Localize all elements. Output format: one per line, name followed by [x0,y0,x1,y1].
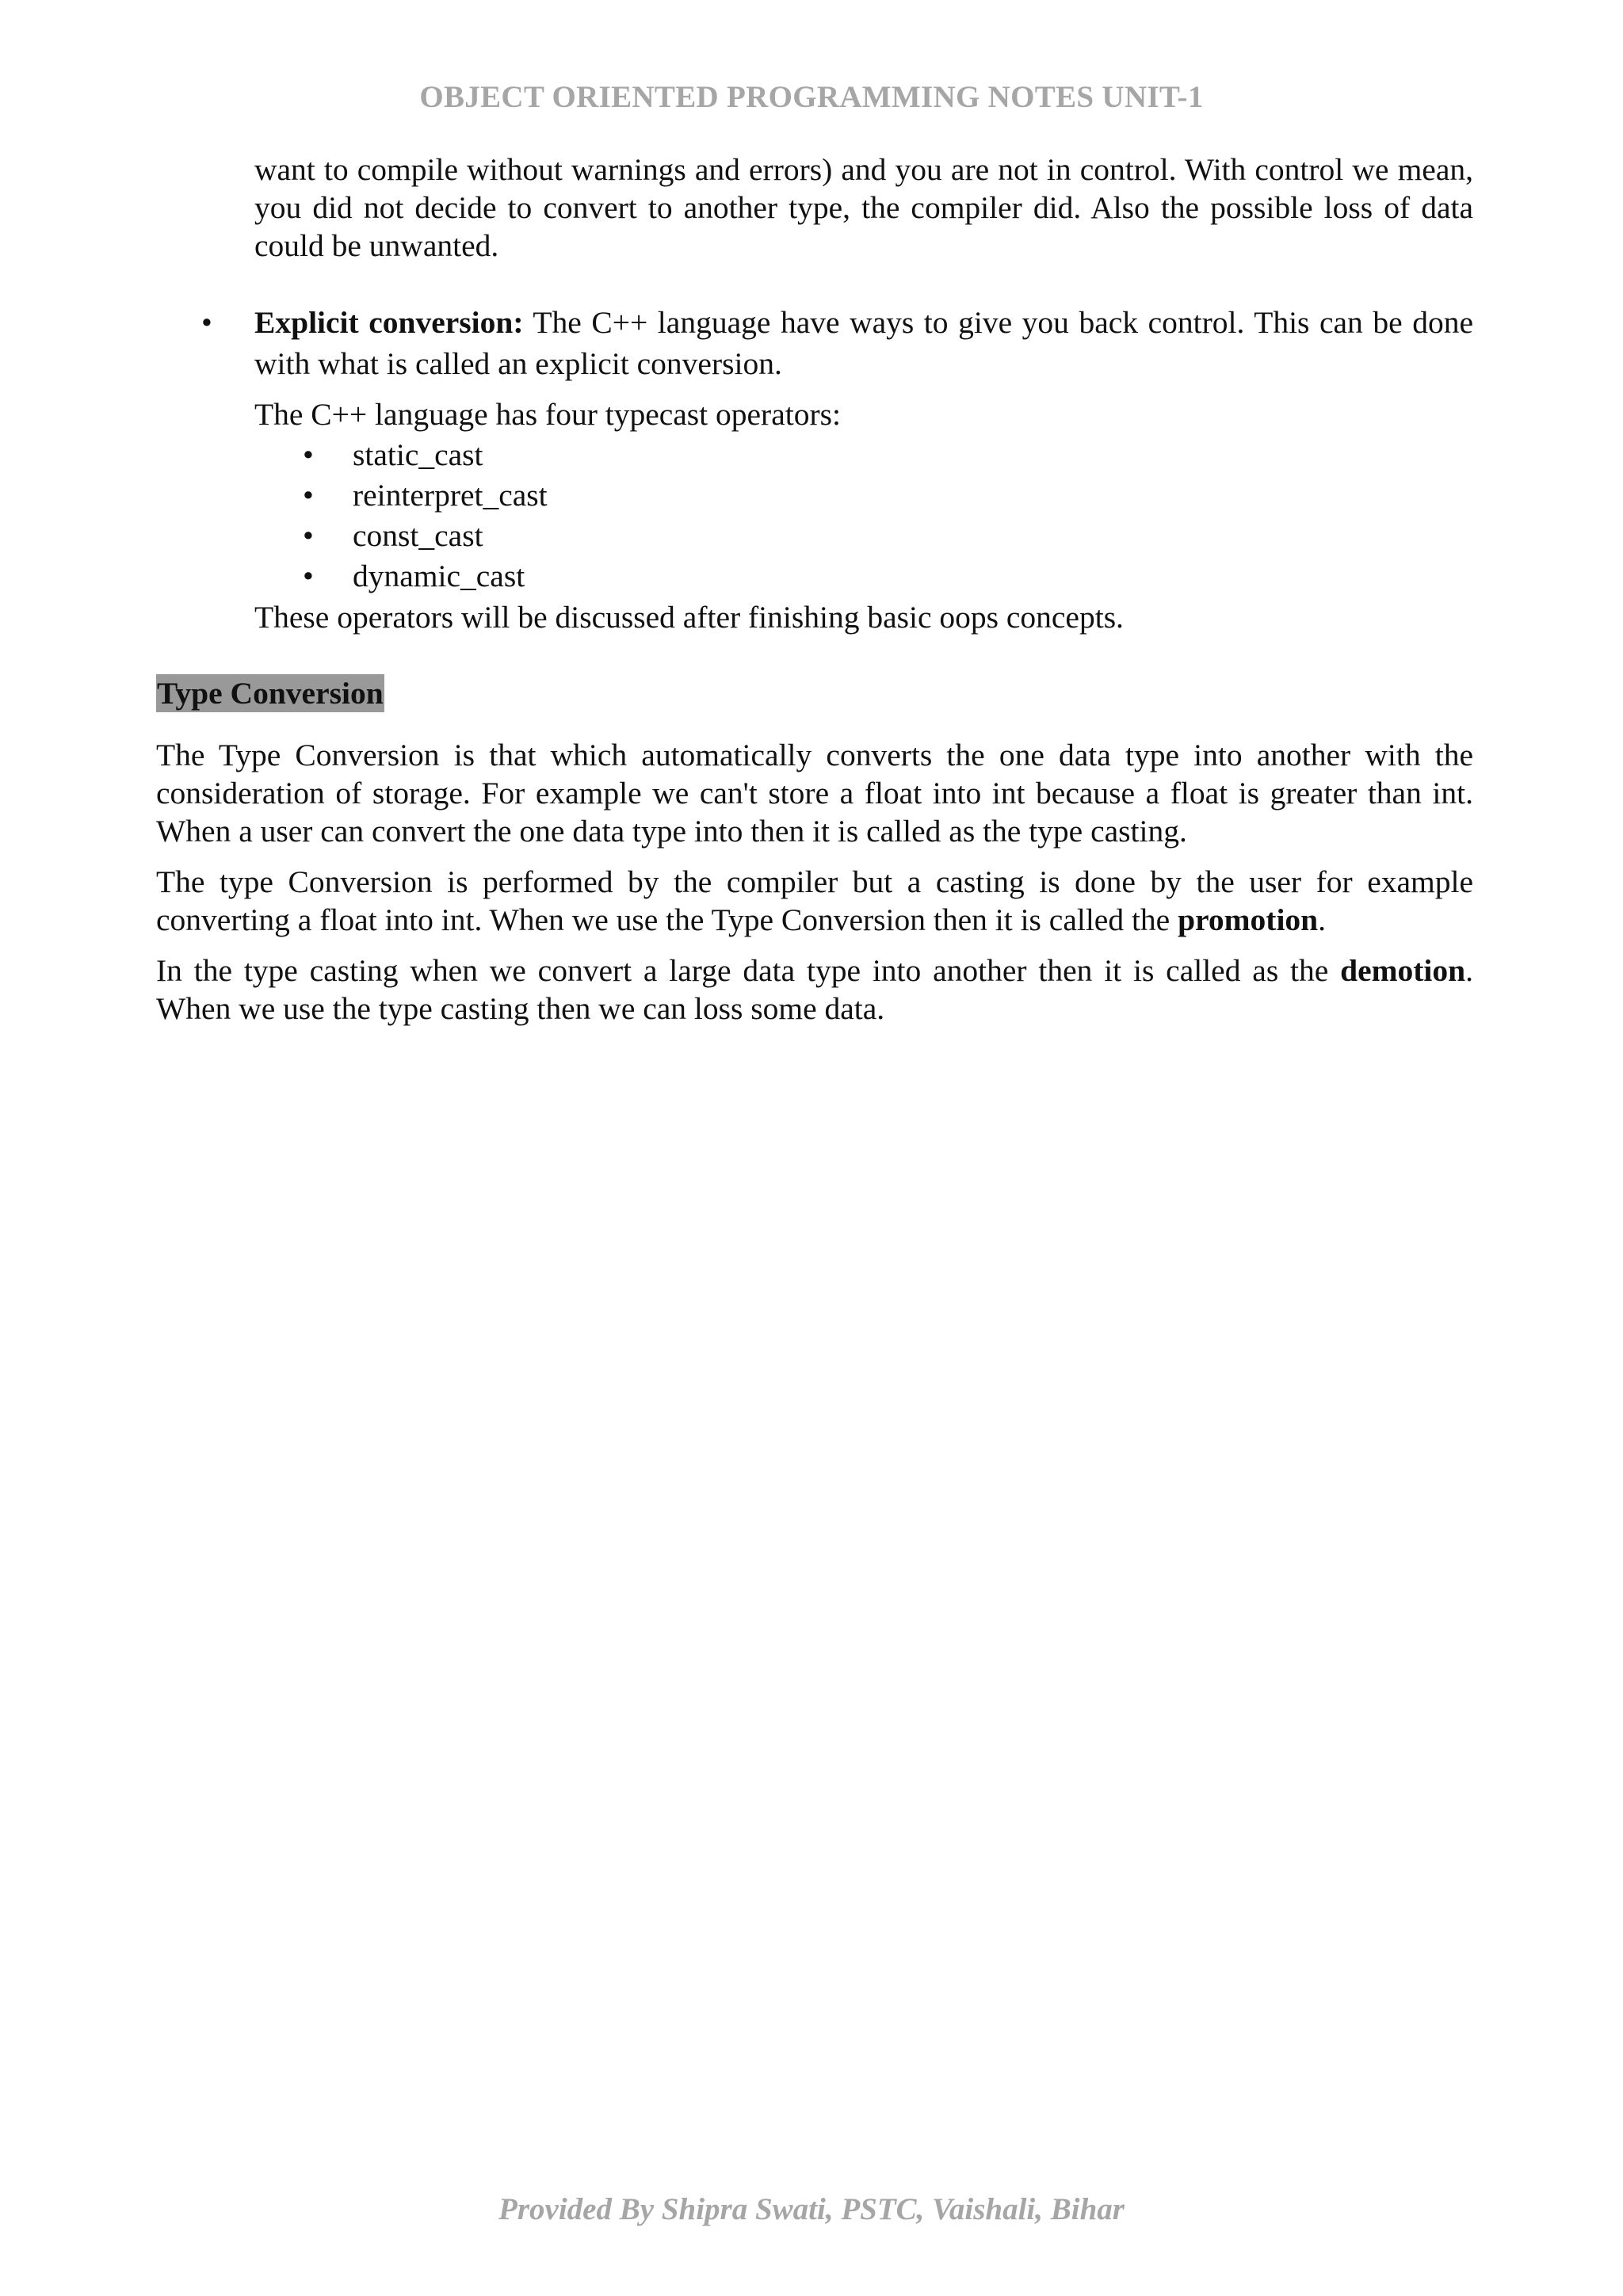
section-heading-wrapper [156,674,1473,736]
list-item [303,516,1473,556]
operators-closing: These operators will be discussed after finishing basic oops concepts. [254,600,1124,635]
operator-name: dynamic_cast [353,559,525,593]
operator-name: reinterpret_cast [353,478,548,513]
type-conversion-paragraph-1: The Type Conversion is that which automatically converts the one data type into another with the consideration of storage. For example we can't store a float into int because a float is greater than int. When a user can convert the one data type into then it is called as the type casting. [156,738,1473,849]
type-conversion-paragraph-2 [156,863,1473,939]
list-item [303,435,1473,475]
operator-name: const_cast [353,518,483,553]
operator-name: static_cast [353,437,483,472]
paragraph-end: . [1318,902,1327,937]
section-heading: Type Conversion [157,676,384,711]
explicit-conversion-paragraph [254,302,1473,384]
bullet-icon: • [303,559,314,593]
type-conversion-paragraph-3 [156,952,1473,1028]
page-header: OBJECT ORIENTED PROGRAMMING NOTES UNIT-1 [419,80,1204,114]
explicit-conversion-text: The C++ language have ways to give you back control. This can be done with what is called an explicit conversion. [254,305,1473,381]
bullet-icon: • [303,478,314,513]
typecast-operators-list [156,435,1473,597]
list-item [303,475,1473,516]
list-item [303,556,1473,597]
demotion-term: demotion [1340,953,1466,988]
explicit-conversion-label: Explicit conversion: [254,305,524,340]
bullet-icon: • [201,305,212,340]
bullet-icon: • [303,437,314,472]
page-footer: Provided By Shipra Swati, PSTC, Vaishali, Bihar [498,2192,1125,2226]
bullet-icon: • [303,518,314,553]
document-body [156,151,1473,1040]
explicit-conversion-item [156,302,1473,384]
promotion-term: promotion [1178,902,1319,937]
operators-intro: The C++ language has four typecast operators: [254,397,841,432]
continuation-paragraph: want to compile without warnings and errors) and you are not in control. With control we mean, you did not decide to convert to another type, the compiler did. Also the possible loss of data could be unwanted. [254,152,1473,263]
paragraph-text: In the type casting when we convert a large data type into another then it is called as the [156,953,1341,988]
paragraph-text: The type Conversion is performed by the compiler but a casting is done by the user for example converting a float into int. When we use the Type Conversion then it is called the [156,864,1473,937]
paragraph-end: . When we use the type casting then we can loss some data. [156,953,1473,1026]
